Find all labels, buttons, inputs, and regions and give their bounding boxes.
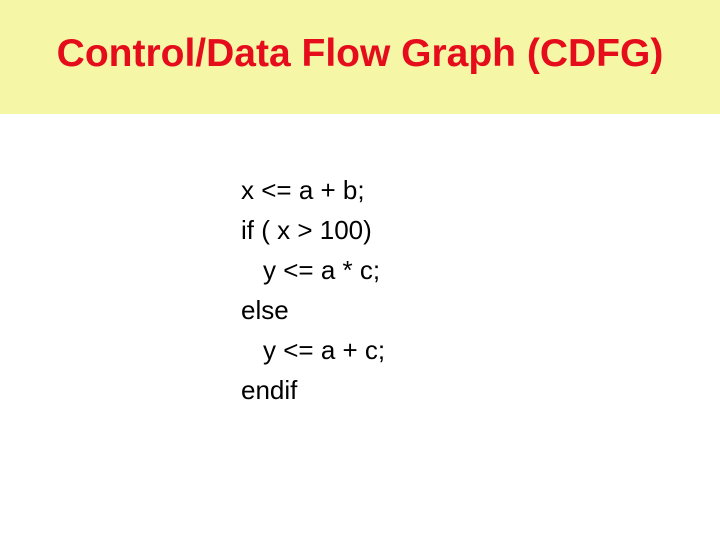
title-bar (0, 0, 720, 114)
code-block (241, 170, 385, 410)
code-line: y <= a * c; (263, 255, 381, 285)
code-line: if ( x > 100) (241, 215, 372, 245)
code-line: x <= a + b; (241, 175, 365, 205)
code-line: else (241, 295, 289, 325)
code-line: y <= a + c; (263, 335, 386, 365)
slide-title: Control/Data Flow Graph (CDFG) (56, 32, 664, 75)
code-line: endif (241, 375, 298, 405)
